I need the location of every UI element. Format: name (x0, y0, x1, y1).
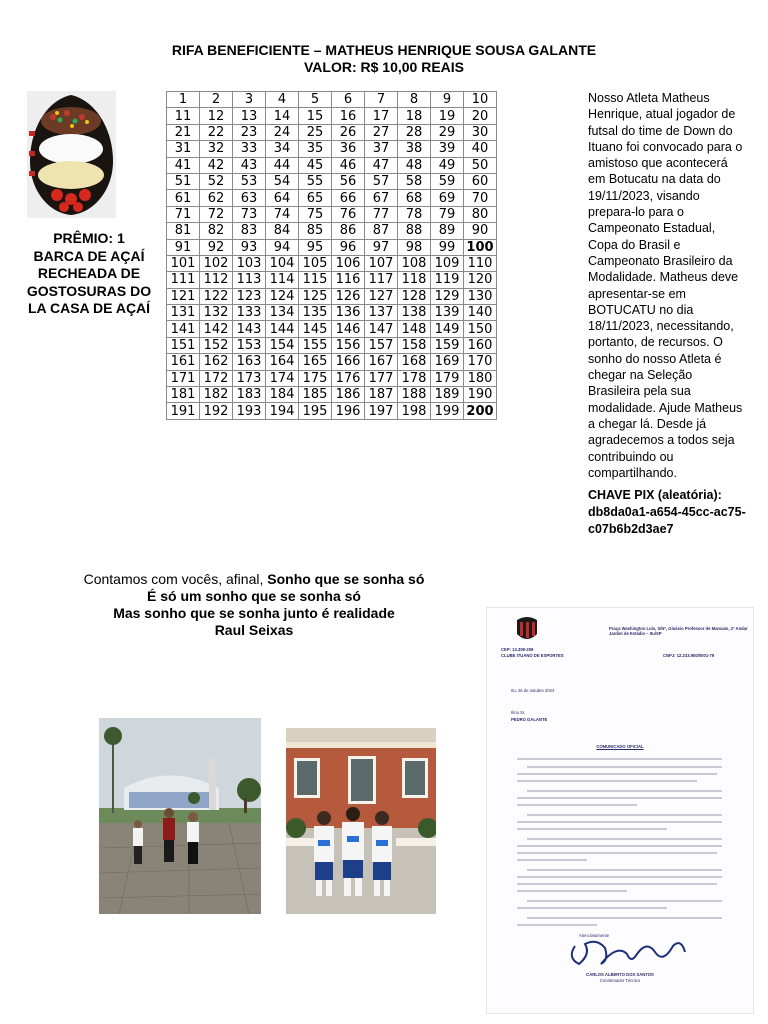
raffle-number-87: 87 (365, 223, 398, 239)
raffle-row (167, 403, 497, 419)
raffle-number-96: 96 (332, 239, 365, 255)
raffle-number-77: 77 (365, 206, 398, 222)
raffle-number-172: 172 (200, 370, 233, 386)
raffle-number-118: 118 (398, 272, 431, 288)
raffle-number-160: 160 (464, 337, 497, 353)
raffle-number-117: 117 (365, 272, 398, 288)
pix-label: CHAVE PIX (aleatória): (588, 488, 722, 502)
raffle-number-65: 65 (299, 190, 332, 206)
raffle-number-197: 197 (365, 403, 398, 419)
raffle-number-167: 167 (365, 354, 398, 370)
raffle-number-52: 52 (200, 173, 233, 189)
raffle-number-99: 99 (431, 239, 464, 255)
raffle-number-112: 112 (200, 272, 233, 288)
raffle-number-9: 9 (431, 92, 464, 108)
raffle-number-148: 148 (398, 321, 431, 337)
raffle-number-128: 128 (398, 288, 431, 304)
raffle-row (167, 370, 497, 386)
raffle-number-137: 137 (365, 305, 398, 321)
raffle-number-3: 3 (233, 92, 266, 108)
raffle-number-178: 178 (398, 370, 431, 386)
raffle-number-17: 17 (365, 108, 398, 124)
athlete-story: Nosso Atleta Matheus Henrique, atual jogador de futsal do time de Down do Ituano foi convocado para o amistoso que acontecerá em Botucatu na data do 19/11/2023, visando prepara-lo para o Campeonato Estadual, Copa do Brasil e Campeonato Brasileiro da Modalidade. Matheus deve apresentar-se em BOTUCATU no dia 18/11/2023, necessitando, portanto, de recursos. O sonho do nosso Atleta é chegar na Seleção Brasileira pela sua modalidade. Ajude Matheus a chegar lá. Desde já agradecemos a todos seja contribuindo ou compartilhando. (588, 91, 743, 480)
raffle-number-72: 72 (200, 206, 233, 222)
raffle-number-180: 180 (464, 370, 497, 386)
raffle-row (167, 288, 497, 304)
pix-key: db8da0a1-a654-45cc-ac75-c07b6b2d3ae7 (588, 505, 746, 536)
raffle-row (167, 206, 497, 222)
raffle-number-149: 149 (431, 321, 464, 337)
raffle-row (167, 321, 497, 337)
raffle-number-170: 170 (464, 354, 497, 370)
raffle-row (167, 337, 497, 353)
raffle-number-47: 47 (365, 157, 398, 173)
raffle-number-104: 104 (266, 255, 299, 271)
raffle-number-28: 28 (398, 124, 431, 140)
raffle-number-51: 51 (167, 173, 200, 189)
raffle-row (167, 108, 497, 124)
quote-line-1-bold: Sonho que se sonha só (267, 571, 425, 587)
raffle-number-101: 101 (167, 255, 200, 271)
letter-sign-caption: Atenciosamente (579, 933, 610, 938)
raffle-number-179: 179 (431, 370, 464, 386)
raffle-row (167, 305, 497, 321)
raffle-number-183: 183 (233, 387, 266, 403)
raffle-number-70: 70 (464, 190, 497, 206)
raffle-number-153: 153 (233, 337, 266, 353)
raffle-number-6: 6 (332, 92, 365, 108)
raffle-number-25: 25 (299, 124, 332, 140)
raffle-number-61: 61 (167, 190, 200, 206)
raffle-number-120: 120 (464, 272, 497, 288)
raffle-number-134: 134 (266, 305, 299, 321)
raffle-number-21: 21 (167, 124, 200, 140)
raffle-number-10: 10 (464, 92, 497, 108)
raffle-row (167, 387, 497, 403)
raffle-number-35: 35 (299, 141, 332, 157)
raffle-number-189: 189 (431, 387, 464, 403)
raffle-number-27: 27 (365, 124, 398, 140)
raffle-number-129: 129 (431, 288, 464, 304)
title-line-2: VALOR: R$ 10,00 REAIS (303, 59, 464, 75)
raffle-number-127: 127 (365, 288, 398, 304)
raffle-number-171: 171 (167, 370, 200, 386)
raffle-number-161: 161 (167, 354, 200, 370)
raffle-number-142: 142 (200, 321, 233, 337)
raffle-number-105: 105 (299, 255, 332, 271)
raffle-number-113: 113 (233, 272, 266, 288)
letter-cnpj: CNPJ: 12.233.900/0001-79 (663, 653, 715, 658)
raffle-number-116: 116 (332, 272, 365, 288)
raffle-number-145: 145 (299, 321, 332, 337)
raffle-number-90: 90 (464, 223, 497, 239)
raffle-number-139: 139 (431, 305, 464, 321)
raffle-number-30: 30 (464, 124, 497, 140)
raffle-number-grid (166, 91, 497, 420)
raffle-row (167, 157, 497, 173)
raffle-number-162: 162 (200, 354, 233, 370)
raffle-number-102: 102 (200, 255, 233, 271)
raffle-number-95: 95 (299, 239, 332, 255)
raffle-number-187: 187 (365, 387, 398, 403)
raffle-number-100: 100 (464, 239, 497, 255)
building-team-photo (286, 728, 436, 914)
raffle-number-147: 147 (365, 321, 398, 337)
raffle-number-144: 144 (266, 321, 299, 337)
raffle-number-75: 75 (299, 206, 332, 222)
letter-sign-role: Coordenador Técnico (599, 978, 641, 983)
letter-sign-name: CARLOS ALBERTO DOS SANTOS (586, 972, 654, 977)
raffle-number-31: 31 (167, 141, 200, 157)
raffle-number-163: 163 (233, 354, 266, 370)
raffle-number-68: 68 (398, 190, 431, 206)
raffle-number-32: 32 (200, 141, 233, 157)
official-letter-image (486, 607, 754, 1014)
raffle-number-41: 41 (167, 157, 200, 173)
prize-description: PRÊMIO: 1 BARCA DE AÇAÍ RECHEADA DE GOSTOSURAS DO LA CASA DE AÇAÍ (26, 230, 152, 316)
raffle-number-4: 4 (266, 92, 299, 108)
raffle-number-195: 195 (299, 403, 332, 419)
raffle-number-42: 42 (200, 157, 233, 173)
raffle-number-74: 74 (266, 206, 299, 222)
raffle-number-2: 2 (200, 92, 233, 108)
raffle-number-184: 184 (266, 387, 299, 403)
raffle-number-166: 166 (332, 354, 365, 370)
page-title (0, 42, 768, 76)
raffle-number-174: 174 (266, 370, 299, 386)
raffle-number-92: 92 (200, 239, 233, 255)
raffle-number-54: 54 (266, 173, 299, 189)
raffle-number-140: 140 (464, 305, 497, 321)
raffle-number-76: 76 (332, 206, 365, 222)
raffle-number-64: 64 (266, 190, 299, 206)
raffle-number-190: 190 (464, 387, 497, 403)
raffle-row (167, 223, 497, 239)
raffle-number-150: 150 (464, 321, 497, 337)
raffle-number-181: 181 (167, 387, 200, 403)
raffle-number-107: 107 (365, 255, 398, 271)
raffle-number-193: 193 (233, 403, 266, 419)
raffle-number-53: 53 (233, 173, 266, 189)
pix-key-block (588, 487, 758, 538)
raffle-number-82: 82 (200, 223, 233, 239)
raffle-number-50: 50 (464, 157, 497, 173)
raffle-number-38: 38 (398, 141, 431, 157)
raffle-number-18: 18 (398, 108, 431, 124)
raffle-number-121: 121 (167, 288, 200, 304)
raffle-number-22: 22 (200, 124, 233, 140)
raffle-number-26: 26 (332, 124, 365, 140)
raffle-number-66: 66 (332, 190, 365, 206)
raffle-number-110: 110 (464, 255, 497, 271)
raffle-number-84: 84 (266, 223, 299, 239)
raffle-row (167, 173, 497, 189)
raffle-number-198: 198 (398, 403, 431, 419)
letter-date: Itu, 26 de outubro 2023 (511, 688, 555, 693)
raffle-number-81: 81 (167, 223, 200, 239)
raffle-number-37: 37 (365, 141, 398, 157)
raffle-number-192: 192 (200, 403, 233, 419)
raffle-number-44: 44 (266, 157, 299, 173)
raffle-number-86: 86 (332, 223, 365, 239)
raffle-number-20: 20 (464, 108, 497, 124)
raffle-number-33: 33 (233, 141, 266, 157)
title-line-1: RIFA BENEFICIENTE – MATHEUS HENRIQUE SOUSA GALANTE (171, 42, 597, 58)
raffle-number-91: 91 (167, 239, 200, 255)
raffle-number-88: 88 (398, 223, 431, 239)
raffle-number-69: 69 (431, 190, 464, 206)
raffle-number-169: 169 (431, 354, 464, 370)
raffle-number-78: 78 (398, 206, 431, 222)
raffle-number-16: 16 (332, 108, 365, 124)
raffle-number-114: 114 (266, 272, 299, 288)
raffle-number-29: 29 (431, 124, 464, 140)
raffle-number-24: 24 (266, 124, 299, 140)
raffle-number-152: 152 (200, 337, 233, 353)
raffle-number-89: 89 (431, 223, 464, 239)
raffle-number-106: 106 (332, 255, 365, 271)
raffle-number-168: 168 (398, 354, 431, 370)
raffle-number-1: 1 (167, 92, 200, 108)
raffle-number-177: 177 (365, 370, 398, 386)
raffle-number-164: 164 (266, 354, 299, 370)
letter-club: CLUBE ITUANO DE ESPORTES (501, 653, 564, 658)
raffle-number-125: 125 (299, 288, 332, 304)
raffle-row (167, 272, 497, 288)
raffle-number-186: 186 (332, 387, 365, 403)
quote-line-3: Mas sonho que se sonha junto é realidade (113, 605, 395, 621)
raffle-number-8: 8 (398, 92, 431, 108)
raffle-number-97: 97 (365, 239, 398, 255)
raffle-number-185: 185 (299, 387, 332, 403)
raffle-number-176: 176 (332, 370, 365, 386)
raffle-number-23: 23 (233, 124, 266, 140)
raffle-number-56: 56 (332, 173, 365, 189)
raffle-number-173: 173 (233, 370, 266, 386)
quote-line-1 (0, 571, 508, 588)
raffle-number-132: 132 (200, 305, 233, 321)
raffle-number-49: 49 (431, 157, 464, 173)
raffle-number-71: 71 (167, 206, 200, 222)
raffle-number-40: 40 (464, 141, 497, 157)
raffle-number-93: 93 (233, 239, 266, 255)
quote-line-1-plain: Contamos com vocês, afinal, (83, 571, 268, 587)
raul-seixas-quote (0, 571, 508, 639)
raffle-number-143: 143 (233, 321, 266, 337)
raffle-number-34: 34 (266, 141, 299, 157)
raffle-number-55: 55 (299, 173, 332, 189)
raffle-number-12: 12 (200, 108, 233, 124)
raffle-number-5: 5 (299, 92, 332, 108)
raffle-number-58: 58 (398, 173, 431, 189)
raffle-number-130: 130 (464, 288, 497, 304)
raffle-number-156: 156 (332, 337, 365, 353)
raffle-row (167, 239, 497, 255)
raffle-number-94: 94 (266, 239, 299, 255)
acai-boat-photo (27, 91, 116, 218)
raffle-number-157: 157 (365, 337, 398, 353)
raffle-number-60: 60 (464, 173, 497, 189)
raffle-number-108: 108 (398, 255, 431, 271)
raffle-number-59: 59 (431, 173, 464, 189)
raffle-number-63: 63 (233, 190, 266, 206)
raffle-number-159: 159 (431, 337, 464, 353)
raffle-number-45: 45 (299, 157, 332, 173)
raffle-number-43: 43 (233, 157, 266, 173)
raffle-number-115: 115 (299, 272, 332, 288)
raffle-number-200: 200 (464, 403, 497, 419)
raffle-number-36: 36 (332, 141, 365, 157)
raffle-number-165: 165 (299, 354, 332, 370)
raffle-number-124: 124 (266, 288, 299, 304)
raffle-number-146: 146 (332, 321, 365, 337)
raffle-number-136: 136 (332, 305, 365, 321)
raffle-number-103: 103 (233, 255, 266, 271)
raffle-number-83: 83 (233, 223, 266, 239)
raffle-number-39: 39 (431, 141, 464, 157)
raffle-number-135: 135 (299, 305, 332, 321)
raffle-number-80: 80 (464, 206, 497, 222)
raffle-number-13: 13 (233, 108, 266, 124)
letter-greeting: Ilmo Sr. (511, 710, 526, 715)
raffle-number-175: 175 (299, 370, 332, 386)
raffle-number-182: 182 (200, 387, 233, 403)
raffle-number-138: 138 (398, 305, 431, 321)
raffle-number-79: 79 (431, 206, 464, 222)
raffle-number-73: 73 (233, 206, 266, 222)
raffle-number-141: 141 (167, 321, 200, 337)
raffle-number-154: 154 (266, 337, 299, 353)
raffle-number-133: 133 (233, 305, 266, 321)
raffle-row (167, 141, 497, 157)
raffle-number-57: 57 (365, 173, 398, 189)
raffle-number-119: 119 (431, 272, 464, 288)
raffle-number-123: 123 (233, 288, 266, 304)
raffle-number-19: 19 (431, 108, 464, 124)
quote-author: Raul Seixas (214, 622, 294, 638)
raffle-row (167, 92, 497, 108)
raffle-number-191: 191 (167, 403, 200, 419)
raffle-number-131: 131 (167, 305, 200, 321)
letter-recipient: PEDRO GALANTE (511, 717, 548, 722)
letter-subject: COMUNICADO OFICIAL (596, 744, 644, 749)
raffle-row (167, 255, 497, 271)
raffle-row (167, 190, 497, 206)
raffle-number-48: 48 (398, 157, 431, 173)
raffle-number-158: 158 (398, 337, 431, 353)
raffle-number-15: 15 (299, 108, 332, 124)
raffle-number-122: 122 (200, 288, 233, 304)
raffle-number-109: 109 (431, 255, 464, 271)
acai-boat-illustration (27, 91, 116, 218)
raffle-row (167, 354, 497, 370)
raffle-number-85: 85 (299, 223, 332, 239)
raffle-number-62: 62 (200, 190, 233, 206)
raffle-number-194: 194 (266, 403, 299, 419)
raffle-row (167, 124, 497, 140)
raffle-number-11: 11 (167, 108, 200, 124)
signature-scribble (572, 942, 685, 964)
raffle-number-199: 199 (431, 403, 464, 419)
raffle-number-188: 188 (398, 387, 431, 403)
letter-address: Praça Washington Luís, S/Nº, Ginásio Professor de Manuais, 2º Andar Jardim de Estádio – Itu/SP (609, 626, 748, 636)
raffle-number-98: 98 (398, 239, 431, 255)
raffle-number-126: 126 (332, 288, 365, 304)
raffle-number-111: 111 (167, 272, 200, 288)
raffle-number-46: 46 (332, 157, 365, 173)
raffle-number-67: 67 (365, 190, 398, 206)
raffle-number-155: 155 (299, 337, 332, 353)
letter-cep: CEP: 13.309-209 (501, 647, 534, 652)
raffle-number-151: 151 (167, 337, 200, 353)
raffle-number-14: 14 (266, 108, 299, 124)
stadium-team-photo (99, 718, 261, 914)
quote-line-2: É só um sonho que se sonha só (147, 588, 361, 604)
raffle-number-7: 7 (365, 92, 398, 108)
raffle-number-196: 196 (332, 403, 365, 419)
